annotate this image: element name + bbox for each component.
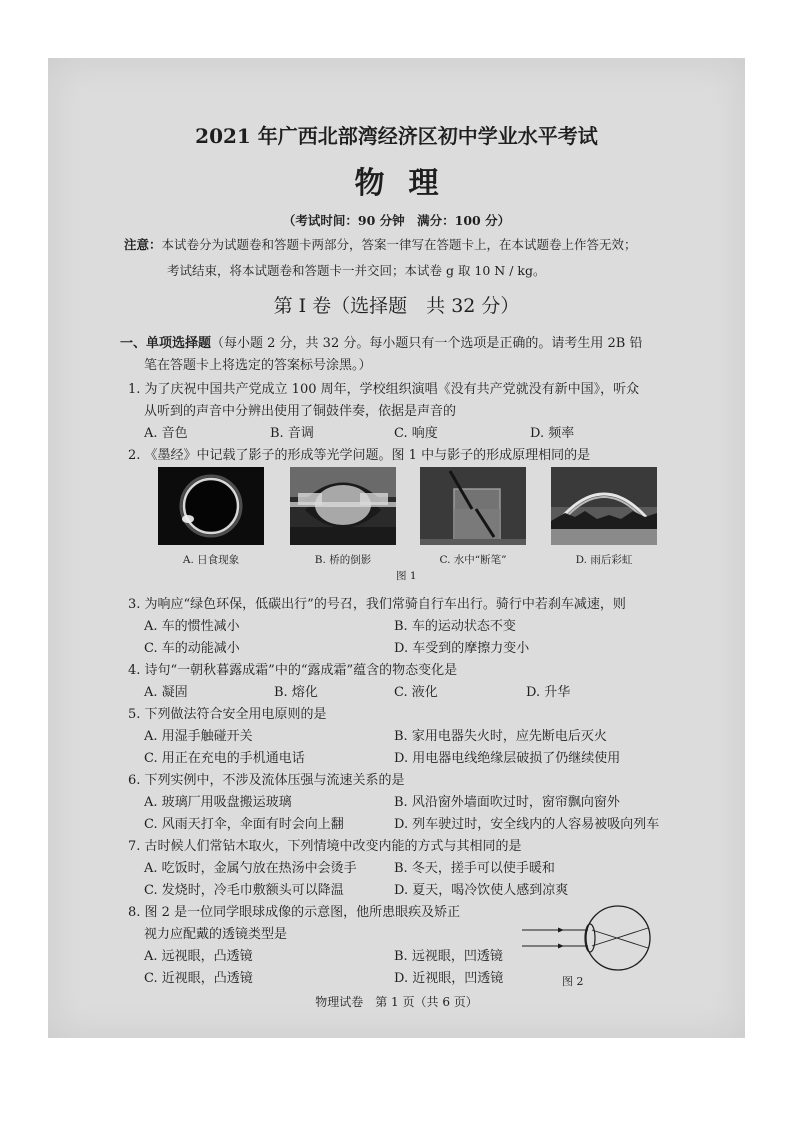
- q8-option-d: D. 近视眼，凹透镜: [394, 971, 504, 986]
- q8-stem: 8. 图 2 是一位同学眼球成像的示意图，他所患眼疾及矫正: [128, 905, 461, 920]
- q1-stem: 1. 为了庆祝中国共产党成立 100 周年，学校组织演唱《没有共产党就没有新中国》，听众: [128, 382, 640, 397]
- solar-eclipse-photo: [158, 467, 264, 545]
- note-text-1: 本试卷分为试题卷和答题卡两部分，答案一律写在答题卡上，在本试题卷上作答无效；: [161, 237, 637, 252]
- q2-stem: 2. 《墨经》中记载了影子的形成等光学问题。图 1 中与影子的形成原理相同的是: [128, 448, 591, 463]
- bridge-reflection-photo: [290, 467, 396, 545]
- q3-option-b: B. 车的运动状态不变: [394, 619, 516, 634]
- part-label: 一、单项选择题: [120, 336, 212, 351]
- q4-option-d: D. 升华: [526, 685, 571, 700]
- q8-option-a: A. 远视眼，凸透镜: [144, 949, 253, 964]
- q4-option-a: A. 凝固: [144, 685, 188, 700]
- q6-option-a: A. 玻璃厂用吸盘搬运玻璃: [144, 795, 292, 810]
- q1-option-d: D. 频率: [530, 426, 575, 441]
- q5-stem: 5. 下列做法符合安全用电原则的是: [128, 707, 327, 722]
- part-desc-2: 笔在答题卡上将选定的答案标号涂黑。）: [144, 358, 372, 373]
- q7-option-a: A. 吃饭时，金属勺放在热汤中会烫手: [144, 861, 357, 876]
- exam-page: [48, 58, 745, 1038]
- q7-stem: 7. 古时候人们常钻木取火，下列情境中改变内能的方式与其相同的是: [128, 839, 522, 854]
- q3-option-d: D. 车受到的摩擦力变小: [394, 641, 530, 656]
- figure-1-label: 图 1: [396, 570, 417, 582]
- q6-stem: 6. 下列实例中，不涉及流体压强与流速关系的是: [128, 773, 405, 788]
- q2-caption-c: C. 水中“断笔”: [439, 554, 507, 566]
- q8-stem-cont: 视力应配戴的透镜类型是: [144, 927, 288, 942]
- q2-caption-b: B. 桥的倒影: [314, 554, 372, 566]
- q2-caption-a: A. 日食现象: [182, 554, 240, 566]
- q5-option-a: A. 用湿手触碰开关: [144, 729, 253, 744]
- figure-2-label: 图 2: [562, 975, 584, 988]
- q1-option-b: B. 音调: [270, 426, 314, 441]
- q7-option-c: C. 发烧时，冷毛巾敷额头可以降温: [144, 883, 344, 898]
- q3-stem: 3. 为响应“绿色环保，低碳出行”的号召，我们常骑自行车出行。骑行中若刹车减速，则: [128, 597, 626, 612]
- q4-option-b: B. 熔化: [274, 685, 318, 700]
- part-desc-1: （每小题 2 分，共 32 分。每小题只有一个选项是正确的。请考生用 2B 铅: [211, 336, 643, 351]
- section-title: 第 I 卷（选择题 共 32 分）: [273, 295, 520, 317]
- q1-stem-cont: 从听到的声音中分辨出使用了铜鼓伴奏，依据是声音的: [144, 404, 457, 419]
- q3-option-c: C. 车的动能减小: [144, 641, 240, 656]
- q8-option-c: C. 近视眼，凸透镜: [144, 971, 253, 986]
- rainbow-after-rain-photo: [551, 467, 657, 545]
- q5-option-c: C. 用正在充电的手机通电话: [144, 751, 305, 766]
- note-text-2: 考试结束，将本试题卷和答题卡一并交回；本试卷 g 取 10 N / kg。: [167, 263, 546, 278]
- part-heading: [120, 332, 642, 351]
- q1-option-a: A. 音色: [144, 426, 188, 441]
- broken-pencil-in-water-photo: [420, 467, 526, 545]
- q2-caption-d: D. 雨后彩虹: [575, 554, 633, 566]
- q3-option-a: A. 车的惯性减小: [144, 619, 240, 634]
- q1-option-c: C. 响度: [394, 426, 438, 441]
- exam-time-line: （考试时间：90 分钟 满分：100 分）: [282, 213, 511, 228]
- q7-option-d: D. 夏天，喝冷饮使人感到凉爽: [394, 883, 569, 898]
- q6-option-c: C. 风雨天打伞，伞面有时会向上翻: [144, 817, 344, 832]
- q4-stem: 4. 诗句“一朝秋暮露成霜”中的“露成霜”蕴含的物态变化是: [128, 663, 458, 678]
- eye-diagram: [518, 900, 658, 976]
- q5-option-b: B. 家用电器失火时，应先断电后灭火: [394, 729, 607, 744]
- exam-title: 2021 年广西北部湾经济区初中学业水平考试: [195, 124, 598, 148]
- note-label: 注意：: [124, 237, 162, 252]
- note-line-1: [124, 235, 637, 253]
- q6-option-b: B. 风沿窗外墙面吹过时，窗帘飘向窗外: [394, 795, 620, 810]
- q8-option-b: B. 远视眼，凹透镜: [394, 949, 503, 964]
- q6-option-d: D. 列车驶过时，安全线内的人容易被吸向列车: [394, 817, 660, 832]
- q4-option-c: C. 液化: [394, 685, 438, 700]
- q5-option-d: D. 用电器电线绝缘层破损了仍继续使用: [394, 751, 621, 766]
- q7-option-b: B. 冬天，搓手可以使手暖和: [394, 861, 555, 876]
- page-footer: 物理试卷 第 1 页（共 6 页）: [315, 995, 478, 1009]
- subject-title: 物理: [354, 166, 463, 201]
